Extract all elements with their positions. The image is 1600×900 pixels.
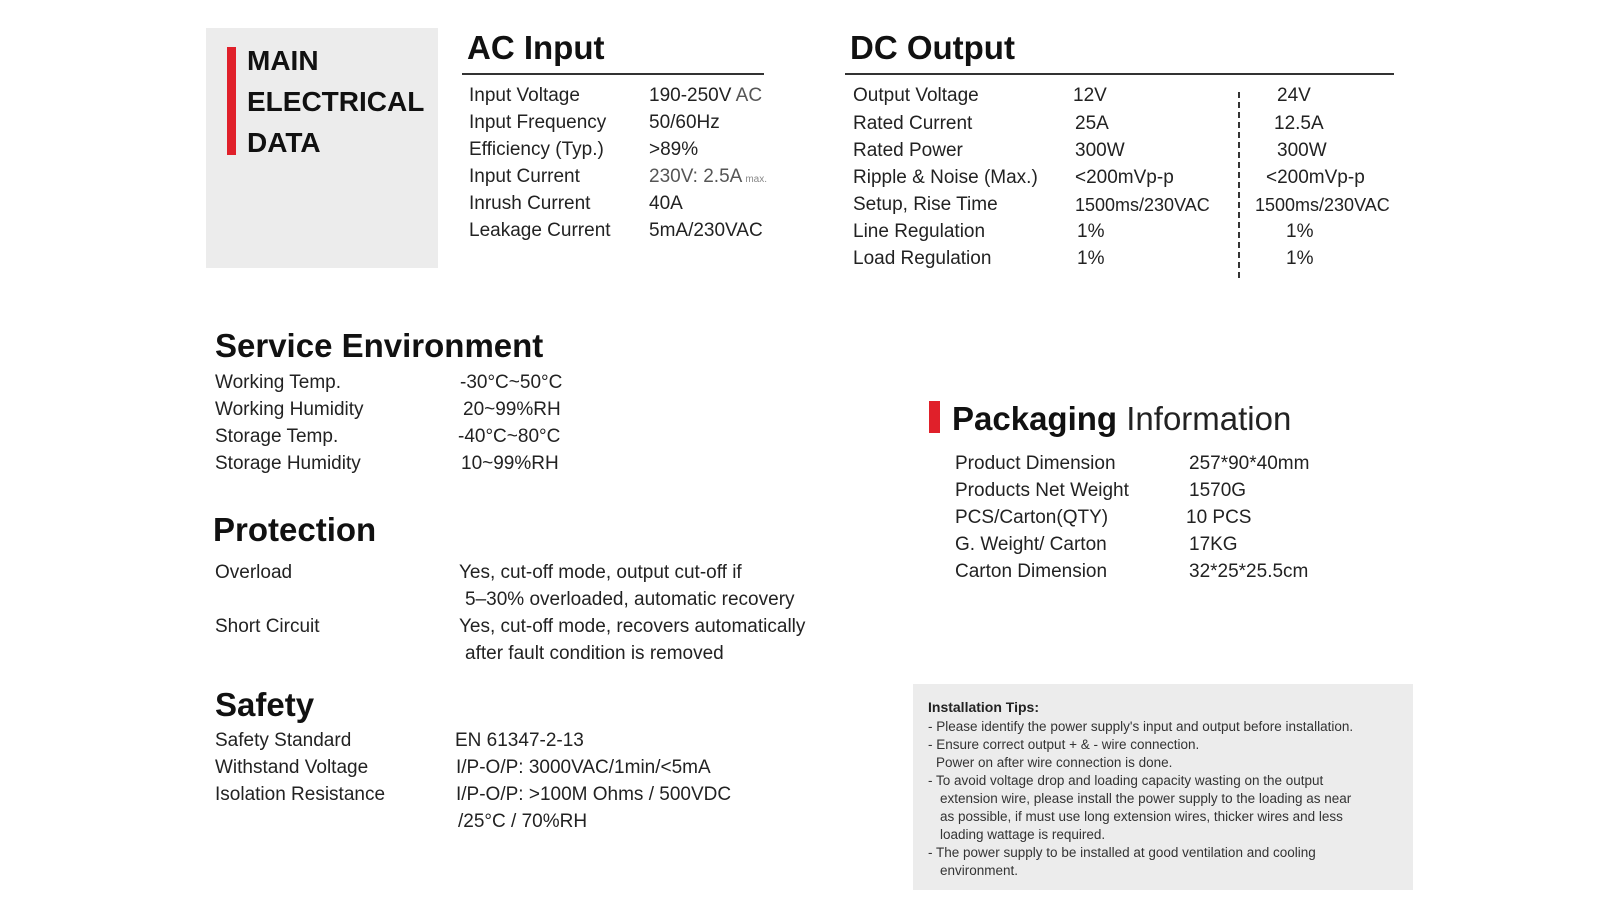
- service-environment-heading: Service Environment: [215, 327, 544, 364]
- ac-label: Efficiency (Typ.): [469, 139, 604, 160]
- safety-value: I/P-O/P: 3000VAC/1min/<5mA: [456, 757, 711, 778]
- tip-line: loading wattage is required.: [940, 827, 1106, 842]
- dc-value-12v: 1%: [1077, 248, 1105, 269]
- safety-label: Withstand Voltage: [215, 757, 369, 778]
- dc-value-24v: 300W: [1277, 140, 1327, 161]
- tip-line: - Please identify the power supply's input and output before installation.: [928, 719, 1354, 734]
- service-label: Working Temp.: [215, 372, 342, 393]
- dc-value-24v: <200mVp-p: [1266, 167, 1365, 188]
- service-label: Working Humidity: [215, 399, 364, 420]
- packaging-value: 257*90*40mm: [1189, 453, 1310, 474]
- dc-value-24v: 12.5A: [1274, 113, 1324, 134]
- service-value: -30°C~50°C: [460, 372, 563, 393]
- service-value: 10~99%RH: [461, 453, 559, 474]
- ac-label: Leakage Current: [469, 220, 611, 241]
- dc-value-24v: 24V: [1277, 85, 1311, 106]
- protection-value-line2: after fault condition is removed: [465, 643, 724, 664]
- ac-value: [649, 85, 762, 107]
- dc-output-rule: [845, 73, 1394, 75]
- service-label: Storage Humidity: [215, 453, 361, 474]
- tip-line: environment.: [940, 863, 1019, 878]
- packaging-value: 32*25*25.5cm: [1189, 561, 1309, 582]
- dc-label: Setup, Rise Time: [853, 194, 998, 215]
- ac-value: 5mA/230VAC: [649, 220, 763, 241]
- dc-value-12v: 300W: [1075, 140, 1125, 161]
- packaging-label: Carton Dimension: [955, 561, 1108, 582]
- ac-input-heading: AC Input: [467, 29, 605, 66]
- protection-value-line1: Yes, cut-off mode, output cut-off if: [459, 562, 742, 583]
- packaging-value: 1570G: [1189, 480, 1247, 501]
- dc-column-divider: [1238, 92, 1240, 278]
- ac-value-text: 230V: 2.5A: [649, 166, 743, 187]
- safety-heading: Safety: [215, 686, 315, 723]
- tip-line: Power on after wire connection is done.: [936, 755, 1173, 770]
- dc-value-24v: 1500ms/230VAC: [1255, 195, 1390, 215]
- dc-value-12v: 25A: [1075, 113, 1109, 134]
- packaging-label: Products Net Weight: [955, 480, 1129, 501]
- packaging-accent-bar: [929, 401, 940, 433]
- tip-line: extension wire, please install the power supply to the loading as near: [940, 791, 1352, 806]
- main-title: MAIN ELECTRICAL DATA: [247, 45, 425, 158]
- packaging-heading-bold: Packaging: [952, 400, 1118, 437]
- dc-label: Rated Power: [853, 140, 963, 161]
- dc-output-heading: DC Output: [850, 29, 1015, 66]
- safety-value: I/P-O/P: >100M Ohms / 500VDC: [456, 784, 732, 805]
- packaging-label: PCS/Carton(QTY): [955, 507, 1109, 528]
- service-label: Storage Temp.: [215, 426, 339, 447]
- ac-value: >89%: [649, 139, 699, 160]
- tip-line: - The power supply to be installed at good ventilation and cooling: [928, 845, 1316, 860]
- tip-line: - Ensure correct output + & - wire connection.: [928, 737, 1200, 752]
- packaging-value: 10 PCS: [1186, 507, 1252, 528]
- dc-value-12v: 12V: [1073, 85, 1107, 106]
- ac-value-max-note: max.: [745, 174, 767, 185]
- dc-value-12v: <200mVp-p: [1075, 167, 1174, 188]
- ac-input-rule: [462, 73, 764, 75]
- ac-label: Input Voltage: [469, 85, 580, 106]
- ac-label: Input Frequency: [469, 112, 607, 133]
- ac-value: 50/60Hz: [649, 112, 720, 133]
- packaging-label: G. Weight/ Carton: [955, 534, 1107, 555]
- service-value: -40°C~80°C: [458, 426, 561, 447]
- ac-value: 40A: [649, 193, 683, 214]
- ac-label: Inrush Current: [469, 193, 591, 214]
- tip-line: as possible, if must use long extension wires, thicker wires and less: [940, 809, 1343, 824]
- safety-label: Safety Standard: [215, 730, 352, 751]
- dc-value-24v: 1%: [1286, 248, 1314, 269]
- protection-label: Overload: [215, 562, 293, 583]
- tip-line: - To avoid voltage drop and loading capacity wasting on the output: [928, 773, 1324, 788]
- dc-label: Output Voltage: [853, 85, 979, 106]
- protection-value-line2: 5–30% overloaded, automatic recovery: [465, 589, 795, 610]
- packaging-label: Product Dimension: [955, 453, 1116, 474]
- main-accent-bar: [227, 47, 236, 155]
- safety-label: Isolation Resistance: [215, 784, 386, 805]
- ac-value: [649, 166, 767, 191]
- dc-label: Line Regulation: [853, 221, 986, 242]
- service-value: 20~99%RH: [463, 399, 561, 420]
- ac-value-suffix: AC: [735, 85, 763, 106]
- dc-label: Ripple & Noise (Max.): [853, 167, 1038, 188]
- protection-heading: Protection: [213, 511, 377, 548]
- ac-label: Input Current: [469, 166, 580, 187]
- installation-tips-heading: Installation Tips:: [928, 699, 1039, 715]
- dc-label: Rated Current: [853, 113, 973, 134]
- protection-value-line1: Yes, cut-off mode, recovers automatically: [459, 616, 806, 637]
- protection-label: Short Circuit: [215, 616, 320, 637]
- packaging-heading: [952, 402, 1291, 435]
- ac-value-text: 190-250V: [649, 85, 732, 106]
- dc-value-24v: 1%: [1286, 221, 1314, 242]
- dc-label: Load Regulation: [853, 248, 992, 269]
- safety-value: /25°C / 70%RH: [458, 811, 588, 832]
- safety-value: EN 61347-2-13: [455, 730, 584, 751]
- packaging-value: 17KG: [1189, 534, 1238, 555]
- dc-value-12v: 1500ms/230VAC: [1075, 195, 1210, 215]
- dc-value-12v: 1%: [1077, 221, 1105, 242]
- packaging-heading-light: Information: [1126, 400, 1292, 437]
